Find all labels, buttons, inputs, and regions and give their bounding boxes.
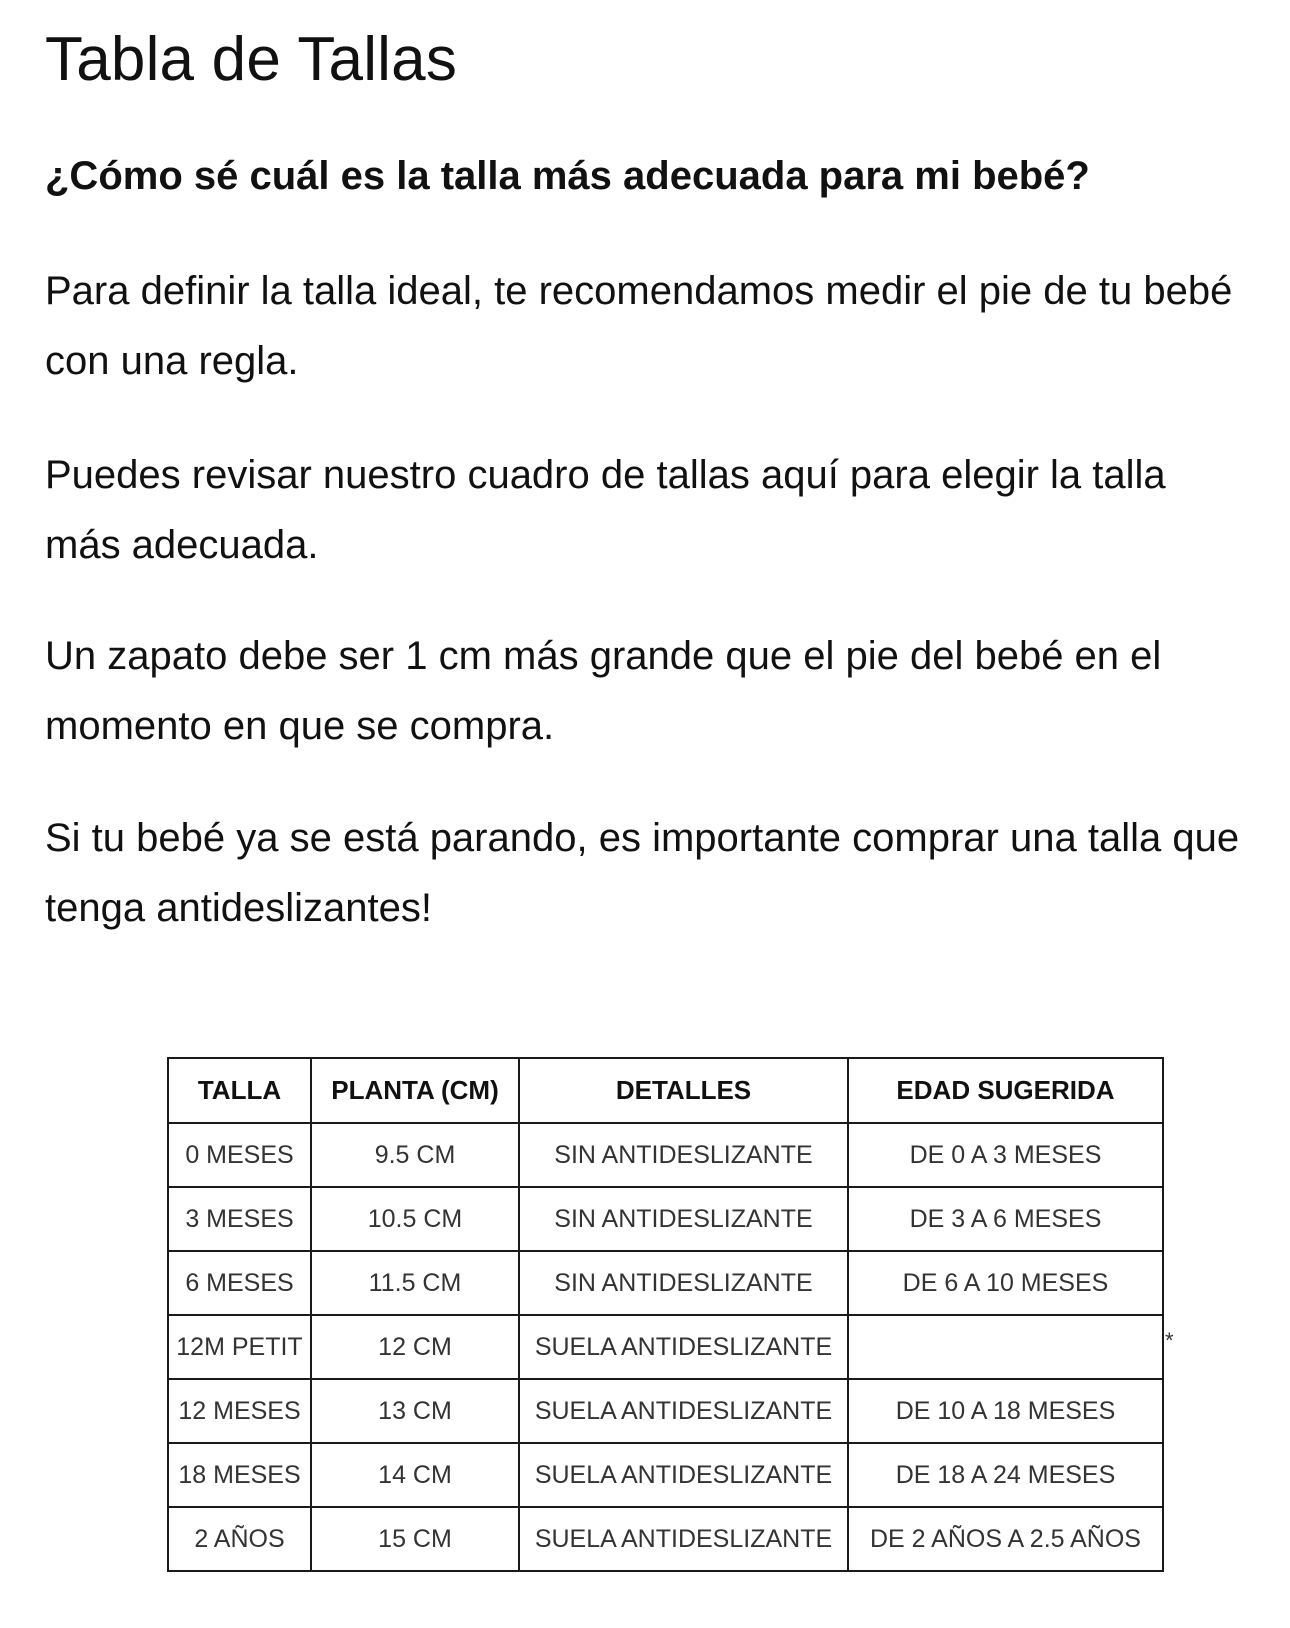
cell-talla: 12M PETIT	[168, 1315, 311, 1379]
section-question: ¿Cómo sé cuál es la talla más adecuada para mi bebé?	[45, 154, 1090, 198]
cell-detalles: SUELA ANTIDESLIZANTE	[519, 1315, 848, 1379]
table-row	[168, 1187, 1163, 1251]
table-row	[168, 1507, 1163, 1571]
header-detalles: DETALLES	[519, 1058, 848, 1123]
paragraph-size-chart: Puedes revisar nuestro cuadro de tallas aquí para elegir la talla más adecuada.	[45, 453, 1166, 567]
cell-planta: 12 CM	[311, 1315, 519, 1379]
cell-talla: 18 MESES	[168, 1443, 311, 1507]
table-row	[168, 1379, 1163, 1443]
table-row	[168, 1123, 1163, 1187]
cell-edad: DE 10 A 18 MESES	[848, 1379, 1163, 1443]
table-header-row	[168, 1058, 1163, 1123]
table-row	[168, 1443, 1163, 1507]
header-planta: PLANTA (CM)	[311, 1058, 519, 1123]
cell-detalles: SUELA ANTIDESLIZANTE	[519, 1507, 848, 1571]
cell-detalles: SIN ANTIDESLIZANTE	[519, 1251, 848, 1315]
cell-edad: DE 0 A 3 MESES	[848, 1123, 1163, 1187]
table-row	[168, 1315, 1163, 1379]
cell-edad: DE 6 A 10 MESES	[848, 1251, 1163, 1315]
cell-detalles: SIN ANTIDESLIZANTE	[519, 1187, 848, 1251]
header-talla: TALLA	[168, 1058, 311, 1123]
size-table	[167, 1057, 1164, 1572]
cell-planta: 13 CM	[311, 1379, 519, 1443]
cell-detalles: SUELA ANTIDESLIZANTE	[519, 1379, 848, 1443]
paragraph-measure: Para definir la talla ideal, te recomendamos medir el pie de tu bebé con una regla.	[45, 269, 1233, 383]
cell-planta: 14 CM	[311, 1443, 519, 1507]
cell-edad: DE 18 A 24 MESES	[848, 1443, 1163, 1507]
paragraph-antislip: Si tu bebé ya se está parando, es importante comprar una talla que tenga antideslizantes!	[45, 816, 1240, 930]
header-edad: EDAD SUGERIDA	[848, 1058, 1163, 1123]
cell-talla: 6 MESES	[168, 1251, 311, 1315]
paragraph-shoe-fit: Un zapato debe ser 1 cm más grande que el pie del bebé en el momento en que se compra.	[45, 634, 1162, 748]
table-row	[168, 1251, 1163, 1315]
cell-planta: 11.5 CM	[311, 1251, 519, 1315]
cell-planta: 10.5 CM	[311, 1187, 519, 1251]
cell-edad: DE 3 A 6 MESES	[848, 1187, 1163, 1251]
page-title: Tabla de Tallas	[45, 25, 458, 94]
footnote-asterisk: *	[1165, 1328, 1174, 1353]
cell-talla: 2 AÑOS	[168, 1507, 311, 1571]
cell-edad	[848, 1315, 1163, 1379]
cell-talla: 3 MESES	[168, 1187, 311, 1251]
cell-detalles: SIN ANTIDESLIZANTE	[519, 1123, 848, 1187]
cell-talla: 12 MESES	[168, 1379, 311, 1443]
cell-detalles: SUELA ANTIDESLIZANTE	[519, 1443, 848, 1507]
cell-edad: DE 2 AÑOS A 2.5 AÑOS	[848, 1507, 1163, 1571]
cell-planta: 15 CM	[311, 1507, 519, 1571]
cell-planta: 9.5 CM	[311, 1123, 519, 1187]
cell-talla: 0 MESES	[168, 1123, 311, 1187]
